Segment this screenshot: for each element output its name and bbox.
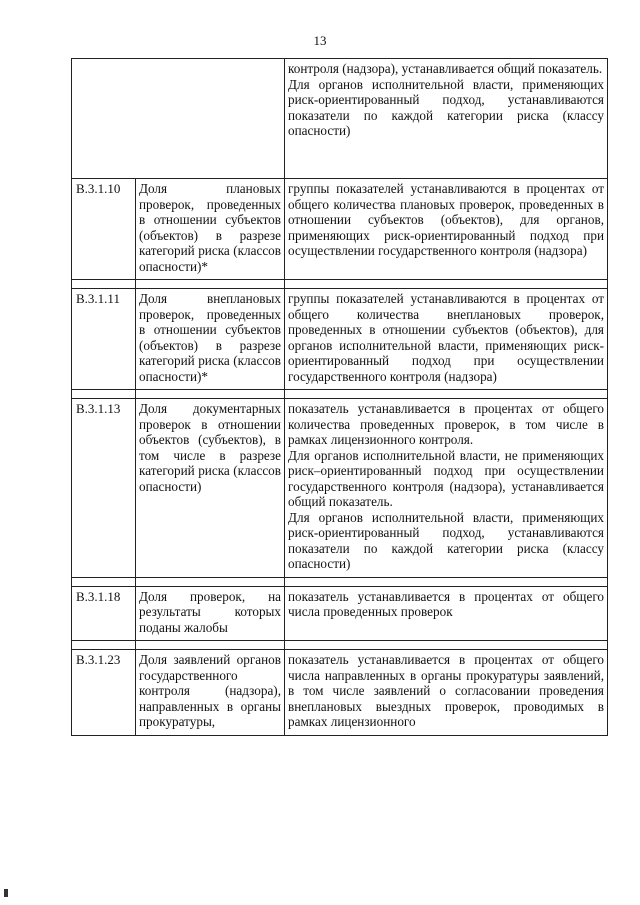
spacer-row — [72, 280, 608, 289]
scan-mark — [4, 889, 8, 897]
description-paragraph: показатель устанавливается в процентах от общего количества проведенных проверок, в том числе в рамках лицензионного контроля. — [288, 401, 604, 447]
description-paragraph: Для органов исполнительной власти, не применяющих риск–ориентированный подход при осуществлении государственного контроля (надзора), устанавливается общий показатель. — [288, 447, 604, 509]
description-paragraph: контроля (надзора), устанавливается общий показатель. — [288, 61, 603, 76]
description-paragraph: Для органов исполнительной власти, применяющих риск-ориентированный подход, устанавливаются показатели по каждой категории риска (классу опасности) — [288, 76, 604, 138]
table-row — [72, 650, 608, 736]
indicators-table — [71, 58, 608, 736]
indicator-name: Доля заявлений органов государственного контроля (надзора), направленных в органы прокуратуры, — [136, 650, 285, 736]
description-paragraph: показатель устанавливается в процентах от общего числа проведенных проверок — [288, 588, 604, 619]
indicator-code: В.3.1.23 — [72, 650, 136, 736]
description-cell — [285, 399, 608, 578]
description-cell — [285, 586, 608, 641]
indicator-code: В.3.1.11 — [72, 289, 136, 390]
description-paragraph: группы показателей устанавливаются в процентах от общего количества внеплановых проверок, проведенных в отношении субъектов (объектов), для органов исполнительной власти, применяющих риск-ориентированный подход при осуществлении государственного контроля (надзора) — [288, 291, 604, 384]
indicator-name: Доля внеплановых проверок, проведенных в отношении субъектов (объектов) в разрезе категорий риска (классов опасности)* — [136, 289, 285, 390]
indicator-code: В.3.1.13 — [72, 399, 136, 578]
indicator-name: Доля документарных проверок в отношении объектов (субъектов), в том числе в разрезе категорий риска (классов опасности) — [136, 399, 285, 578]
table-row — [72, 179, 608, 280]
empty-cell — [72, 59, 285, 179]
description-cell — [285, 179, 608, 280]
description-paragraph: показатель устанавливается в процентах от общего числа направленных в органы прокуратуры заявлений, в том числе заявлений о согласовании проведения внеплановых выездных проверок, проводимых в рамках лицензионного — [288, 652, 604, 729]
indicator-code: В.3.1.10 — [72, 179, 136, 280]
spacer-row — [72, 390, 608, 399]
indicator-code: В.3.1.18 — [72, 586, 136, 641]
description-paragraph: Для органов исполнительной власти, применяющих риск-ориентированный подход, устанавливаются показатели по каждой категории риска (классу опасности) — [288, 509, 604, 571]
description-cell — [285, 59, 608, 179]
description-cell — [285, 289, 608, 390]
table-row — [72, 289, 608, 390]
spacer-row — [72, 577, 608, 586]
page-number: 13 — [313, 33, 327, 48]
table-row — [72, 586, 608, 641]
indicator-name: Доля проверок, на результаты которых поданы жалобы — [136, 586, 285, 641]
indicator-name: Доля плановых проверок, проведенных в отношении субъектов (объектов) в разрезе категорий риска (классов опасности)* — [136, 179, 285, 280]
description-paragraph: группы показателей устанавливаются в процентах от общего количества плановых проверок, проведенных в отношении субъектов (объектов), для органов, применяющих риск-ориентированный подход при осуществлении государственного контроля (надзора) — [288, 181, 604, 258]
description-cell — [285, 650, 608, 736]
table-row — [72, 399, 608, 578]
table-row-continuation — [72, 59, 608, 179]
spacer-row — [72, 641, 608, 650]
